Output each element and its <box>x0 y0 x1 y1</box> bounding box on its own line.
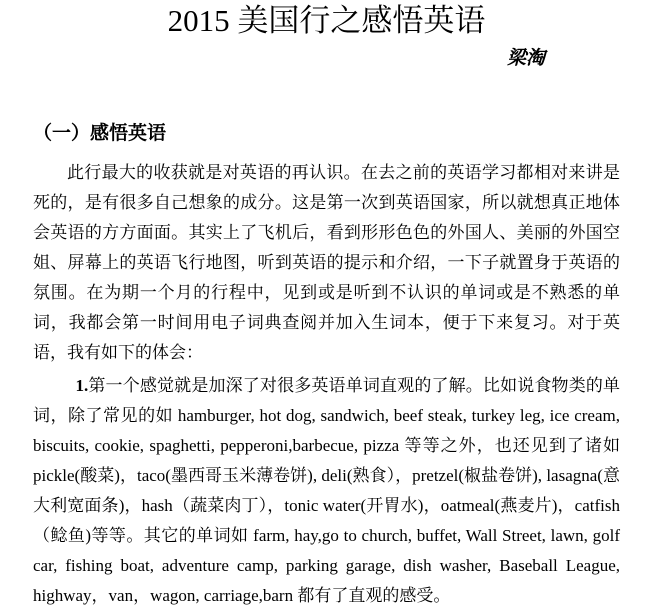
paragraph-2-text: 第一个感觉就是加深了对很多英语单词直观的了解。比如说食物类的单词，除了常见的如 hamburger, hot dog, sandwich, beef steak, turkey leg, ice cream, biscuits, cookie, spaghetti, pepperoni,barbecue, pizza 等等之外，也还见到了诸如 pickle(酸菜)，taco(墨西哥玉米薄卷饼), deli(熟食），pretzel(椒盐卷饼), lasagna(意大利宽面条)，hash（蔬菜肉丁），tonic water(开胃水)，oatmeal(燕麦片)，catfish（鲶鱼)等等。其它的单词如 farm, hay,go to church, buffet, Wall Street, lawn, golf car, fishing boat, adventure camp, parking garage, dish washer, Baseball League, highway，van，wagon, carriage,barn 都有了直观的感受。 <box>33 376 620 605</box>
paragraph-1 <box>33 158 620 368</box>
paragraph-2-number: 1. <box>75 376 89 395</box>
document-title: 2015 美国行之感悟英语 <box>167 3 486 38</box>
paragraph-1-text: 此行最大的收获就是对英语的再认识。在去之前的英语学习都相对来讲是死的，是有很多自己想象的成分。这是第一次到英语国家，所以就想真正地体会英语的方方面面。其实上了飞机后，看到形形色色的外国人、美丽的外国空姐、屏幕上的英语飞行地图，听到英语的提示和介绍，一下子就置身于英语的氛围。在为期一个月的行程中，见到或是听到不认识的单词或是不熟悉的单词，我都会第一时间用电子词典查阅并加入生词本，便于下来复习。对于英语，我有如下的体会： <box>33 163 620 362</box>
section-heading: （一）感悟英语 <box>33 123 167 144</box>
author-name: 梁淘 <box>506 48 545 69</box>
paragraph-2 <box>33 371 620 610</box>
